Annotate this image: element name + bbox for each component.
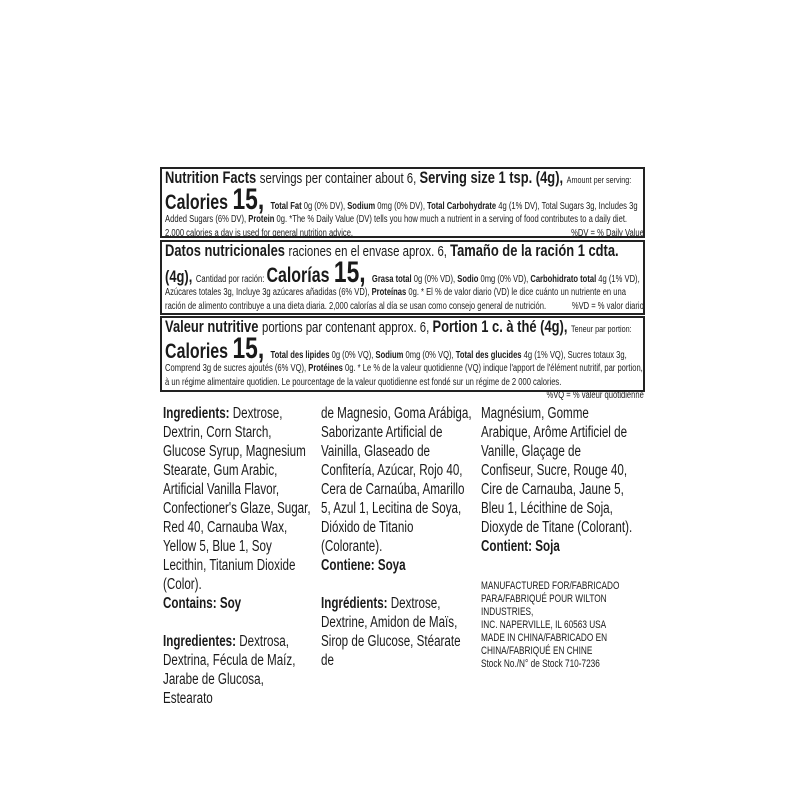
nutrition-facts-english xyxy=(160,167,645,238)
nutrition-text: Total des glucides xyxy=(455,349,524,361)
manufacturer-line: INC. NAPERVILLE, IL 60563 USA xyxy=(481,619,607,631)
nutrition-text: Total Carbohydrate xyxy=(427,200,499,212)
ingredientes-label: Ingredientes: xyxy=(163,633,236,650)
nutrition-text: Calories xyxy=(165,190,233,214)
ingredients-fr-text: Dextrose, Dextrine, Amidon de Maïs, Sirop de Glucose, Stéarate de xyxy=(321,595,461,669)
nutrition-facts-french xyxy=(160,316,645,401)
ingredients-column-3 xyxy=(481,404,635,671)
calories-value: 15, xyxy=(232,331,271,365)
ingredients-column-1 xyxy=(163,404,317,708)
panel-title: Nutrition Facts xyxy=(165,168,260,187)
ingredientes-text: Dextrosa, Dextrina, Fécula de Maíz, Jarabe de Glucosa, Estearato xyxy=(163,633,296,707)
ingredients-fr-label: Ingrédients: xyxy=(321,595,388,612)
nutrition-text: 0g (0% VQ), xyxy=(331,349,376,361)
manufacturer-info xyxy=(481,580,635,671)
ingredients-text: Dextrose, Dextrin, Corn Starch, Glucose Syrup, Magnesium Stearate, Gum Arabic, Artificial Vanilla Flavor, Confectioner's Glaze, Sugar, Red 40, Carnauba Wax, Yellow 5, Blue 1, Soy Lecithin, Titanium Dioxide (Color). xyxy=(163,405,311,593)
nutrition-text: Total des lipides xyxy=(270,349,332,361)
nutrition-text: 4g (1% VD), Azúcares totales 3g, Incluye 3g azúcares añadidas (6% VD), xyxy=(165,273,640,298)
panel-title: Datos nutricionales xyxy=(165,241,289,260)
nutrition-text: Portion 1 c. à thé (4g), xyxy=(432,317,572,336)
allergen-statement: Contains: Soy xyxy=(163,595,242,612)
nutrition-text: 0mg (0% VD), xyxy=(480,273,531,285)
nutrition-text: Teneur par portion: xyxy=(571,324,632,335)
ingredients-label: Ingredients: xyxy=(163,405,230,422)
nutrition-text: Calories xyxy=(165,339,233,363)
nutrition-text: Sodium xyxy=(375,349,406,361)
nutrition-text: %VD = % valor diario xyxy=(571,300,644,312)
nutrition-text: Cantidad por ración: xyxy=(195,273,267,285)
nutrition-text: %VQ = % valeur quotidienne xyxy=(546,390,644,401)
panel-title: Valeur nutritive xyxy=(165,317,262,336)
nutrition-facts-spanish xyxy=(160,240,645,315)
ingredients-column-2 xyxy=(321,404,475,670)
calories-value: 15, xyxy=(232,182,271,216)
ingredientes-text-continued: de Magnesio, Goma Arábiga, Saborizante Artificial de Vainilla, Glaseado de Confitería, Azúcar, Rojo 40, Cera de Carnaúba, Amarillo 5, Azul 1, Lecitina de Soya, Dióxido de Titanio (Colorante). xyxy=(321,405,472,555)
nutrition-text: Tamaño de la ración 1 cdta. (4g), xyxy=(165,241,619,286)
manufacturer-line: PARA/FABRIQUÉ POUR WILTON INDUSTRIES, xyxy=(481,593,607,618)
nutrition-text: Protein xyxy=(248,214,277,225)
stock-number: Stock No./N° de Stock 710-7236 xyxy=(481,658,600,670)
nutrition-text: 0mg (0% VQ), xyxy=(405,349,456,361)
allergen-statement-fr: Contient: Soja xyxy=(481,538,560,555)
nutrition-text: Protéines xyxy=(308,363,346,374)
calories-value: 15, xyxy=(333,255,372,289)
allergen-statement-es: Contiene: Soya xyxy=(321,557,406,574)
nutrition-text: Grasa total xyxy=(371,273,414,285)
nutrition-text: 4g (1% DV), Total Sugars 3g, Includes 3g Added Sugars (6% DV), xyxy=(165,200,638,225)
nutrition-text: Serving size 1 tsp. (4g), xyxy=(419,168,567,187)
nutrition-text: servings per container about 6, xyxy=(259,170,420,187)
nutrition-text: %DV = % Daily Value xyxy=(571,227,644,239)
nutrition-text: Amount per serving: xyxy=(566,175,632,186)
nutrition-text: Carbohidrato total xyxy=(530,273,599,285)
nutrition-text: 0g. *The % Daily Value (DV) tells you how much a nutrient in a serving of food contributes to a daily diet. 2,000 calories a day is used for general nutrition advice. xyxy=(165,214,628,239)
nutrition-text: portions par contenant approx. 6, xyxy=(261,319,433,336)
nutrition-text: Calorías xyxy=(266,263,334,287)
nutrition-text: 0mg (0% DV), xyxy=(377,200,428,212)
nutrition-text: raciones en el envase aprox. 6, xyxy=(288,243,451,260)
ingredients-fr-text-continued: Magnésium, Gomme Arabique, Arôme Artificiel de Vanille, Glaçage de Confiseur, Sucre, Rouge 40, Cire de Carnauba, Jaune 5, Bleu 1, Lécithine de Soja, Dioxyde de Titane (Colorant). xyxy=(481,405,633,536)
nutrition-text: 0g (0% DV), xyxy=(303,200,348,212)
manufacturer-line: CHINA/FABRIQUÉ EN CHINE xyxy=(481,645,593,657)
nutrition-text: Proteínas xyxy=(371,287,409,298)
nutrition-text: Sodio xyxy=(457,273,481,285)
nutrition-text: 0g. * El % de valor diario (VD) le dice cuánto un nutriente en una ración de alimento contribuye a una dieta diaria. 2,000 calorías al día se usan como consejo general de nutrición. xyxy=(165,287,626,312)
nutrition-text: 0g (0% VD), xyxy=(413,273,458,285)
nutrition-text: Sodium xyxy=(347,200,378,212)
nutrition-text: 0g. * Le % de la valeur quotidienne (VQ) indique l'apport de l'élément nutritif, par portion, à un régime alimentaire quotidien. Le pourcentage de la valeur quotidienne est fondé sur un régime de 2 000 calories. xyxy=(165,363,643,388)
manufacturer-line: MADE IN CHINA/FABRICADO EN xyxy=(481,632,608,644)
manufacturer-line: MANUFACTURED FOR/FABRICADO xyxy=(481,580,620,592)
nutrition-text: Total Fat xyxy=(270,200,304,212)
nutrition-text: 4g (1% VQ), Sucres totaux 3g, Comprend 3g de sucres ajoutés (6% VQ), xyxy=(165,349,627,374)
